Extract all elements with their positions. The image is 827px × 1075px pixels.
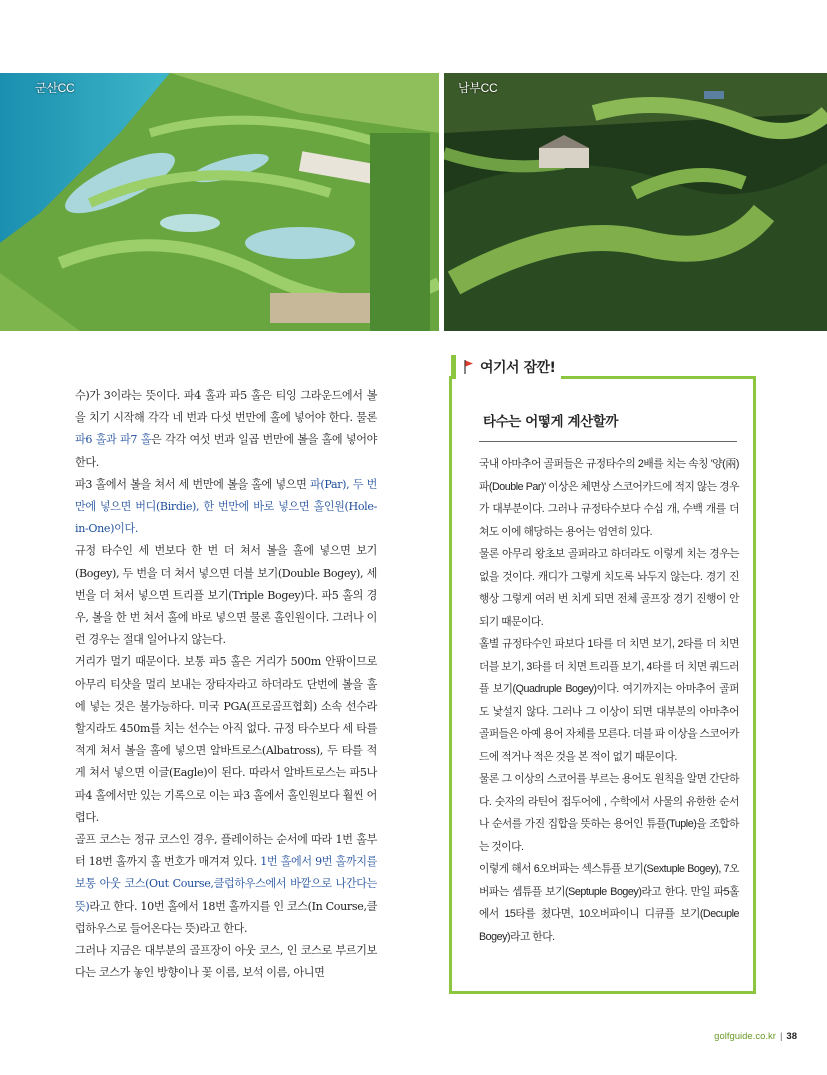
sidebar-paragraph: 물론 그 이상의 스코어를 부르는 용어도 원칙을 알면 간단하다. 숫자의 라틴어 접두어에 , 수학에서 사물의 유한한 순서나 순서를 가진 집합을 뜻하는 용어인 튜플(Tuple)을 조합하는 것이다. <box>479 773 739 853</box>
footer-separator: | <box>779 1031 783 1042</box>
aerial-image-nambu <box>444 73 827 331</box>
sidebar-body <box>479 453 739 948</box>
footer-site: golfguide.co.kr <box>714 1031 776 1042</box>
sidebar-paragraph: 국내 아마추어 골퍼들은 규정타수의 2배를 치는 속칭 '양(兩)파(Double Par)' 이상은 체면상 스코어카드에 적지 않는 경우가 대부분이다. 그러나 규정타수보다 수십 개, 수백 개를 더 쳐도 이에 해당하는 용어는 엄연히 있다. <box>479 458 739 538</box>
article-paragraph: 수)가 3이라는 뜻이다. 파4 홀과 파5 홀은 티잉 그라운드에서 볼을 치기 시작해 각각 네 번과 다섯 번만에 홀에 넣어야 한다. 물론 파6 홀과 파7 홀은 각각 여섯 번과 일곱 번만에 볼을 홀에 넣어야 한다. <box>75 389 377 469</box>
flag-icon <box>464 359 474 375</box>
photo-nambu-cc <box>444 73 827 331</box>
page-footer <box>714 1031 797 1042</box>
article-body <box>75 385 377 984</box>
article-paragraph: 골프 코스는 정규 코스인 경우, 플레이하는 순서에 따라 1번 홀부터 18번 홀까지 홀 번호가 매겨져 있다. 1번 홀에서 9번 홀까지를 보통 아웃 코스(Out Course,클럽하우스에서 바깥으로 나간다는 뜻)라고 한다. 10번 홀에서 18번 홀까지를 인 코스(In Course,클럽하우스로 들어온다는 뜻)라고 한다. <box>75 833 377 935</box>
sidebar-paragraph: 물론 아무리 왕초보 골퍼라고 하더라도 이렇게 치는 경우는 없을 것이다. 캐디가 그렇게 치도록 놔두지 않는다. 경기 진행상 그렇게 여러 번 치게 되면 전체 골프장 경기 진행이 안되기 때문이다. <box>479 548 739 628</box>
tag-bar <box>451 355 456 379</box>
highlight-text: 파6 홀과 파7 홀 <box>75 433 152 447</box>
article-paragraph: 거리가 멀기 때문이다. 보통 파5 홀은 거리가 500m 안팎이므로 아무리 티샷을 멀리 보내는 장타자라고 하더라도 단번에 볼을 홀에 넣는 것은 불가능하다. 미국 PGA(프로골프협회) 소속 선수라 할지라도 450m를 치는 선수는 아직 없다. 규정 타수보다 세 타를 적게 쳐서 볼을 홀에 넣으면 알바트로스(Albatross), 두 타를 적게 쳐서 넣으면 이글(Eagle)이 된다. 따라서 알바트로스는 파5나 파4 홀에서만 있는 기록으로 이는 파3 홀에서 홀인원보다 훨씬 어렵다. <box>75 655 377 824</box>
highlight-text: 파(Par), 두 번만에 넣으면 버디(Birdie), 한 번만에 바로 넣으면 홀인원(Hole-in-One)이다. <box>75 477 378 536</box>
photo-label-gunsan: 군산CC <box>35 81 75 95</box>
photo-gunsan-cc <box>0 73 439 331</box>
page-number: 38 <box>786 1031 797 1042</box>
sidebar-title: 타수는 어떻게 계산할까 <box>483 414 619 430</box>
photo-label-nambu: 남부CC <box>458 81 498 95</box>
aerial-image-gunsan <box>0 73 439 331</box>
highlight-text: 1번 홀에서 9번 홀까지를 보통 아웃 코스(Out Course,클럽하우스에서 바깥으로 나간다는 뜻) <box>75 855 377 913</box>
article-paragraph: 그러나 지금은 대부분의 골프장이 아웃 코스, 인 코스로 부르기보다는 코스가 놓인 방향이나 꽃 이름, 보석 이름, 아니면 <box>75 944 377 980</box>
sidebar-paragraph: 홀별 규정타수인 파보다 1타를 더 치면 보기, 2타를 더 치면 더블 보기, 3타를 더 치면 트리플 보기, 4타를 더 치면 쿼드러플 보기(Quadruple Bogey)이다. 여기까지는 아마추어 골퍼도 낯설지 않다. 그러나 그 이상이 되면 대부분의 아마추어 골퍼들은 아예 용어 자체를 모른다. 더블 파 이상을 스코어카드에 적거나 적은 것을 본 적이 없기 때문이다. <box>479 638 739 763</box>
sidebar-tag <box>451 355 561 379</box>
sidebar-divider <box>479 441 737 442</box>
article-paragraph: 파3 홀에서 볼을 쳐서 세 번만에 볼을 홀에 넣으면 파(Par), 두 번만에 넣으면 버디(Birdie), 한 번만에 바로 넣으면 홀인원(Hole-in-One)이다. <box>75 477 378 536</box>
sidebar-paragraph: 이렇게 해서 6오버파는 섹스튜플 보기(Sextuple Bogey), 7오버파는 셉튜플 보기(Septuple Bogey)라고 한다. 만일 파5홀에서 15타를 쳤다면, 10오버파이니 디큐플 보기(Decuple Bogey)라고 한다. <box>479 863 739 943</box>
sidebar-tag-text: 여기서 잠깐! <box>480 360 556 376</box>
sidebar-box <box>449 360 756 994</box>
article-paragraph: 규정 타수인 세 번보다 한 번 더 쳐서 볼을 홀에 넣으면 보기(Bogey), 두 번을 더 쳐서 넣으면 더블 보기(Double Bogey), 세 번을 더 쳐서 넣으면 트리플 보기(Triple Bogey)다. 파5 홀의 경우, 볼을 한 번 쳐서 홀에 바로 넣으면 물론 홀인원이다. 그러나 이런 경우는 절대 일어나지 않는다. <box>75 544 377 647</box>
